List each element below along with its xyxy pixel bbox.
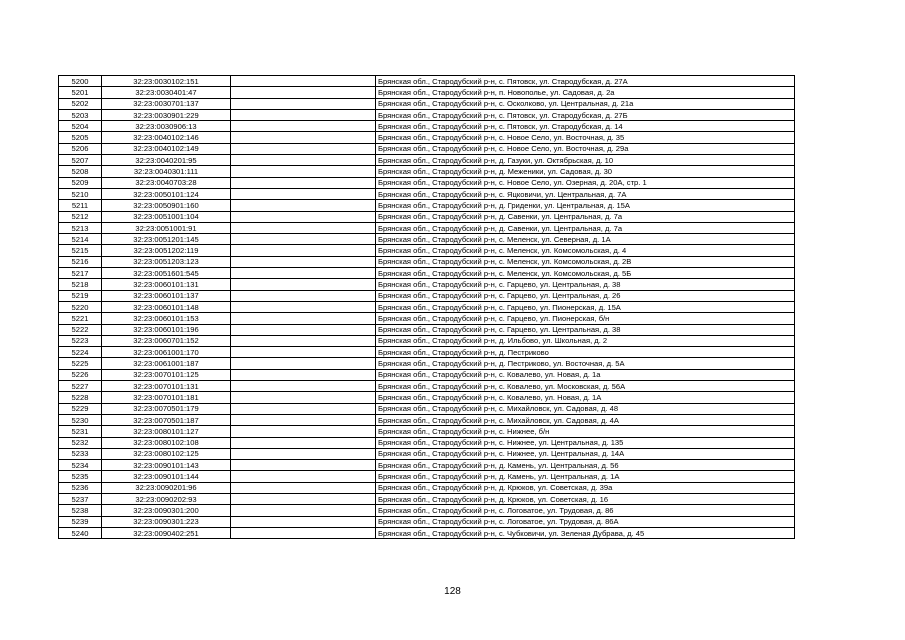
cadastral-number-cell: 32:23:0090402:251	[102, 527, 231, 538]
row-number-cell: 5204	[59, 121, 102, 132]
cadastral-number-cell: 32:23:0040301:111	[102, 166, 231, 177]
table-row	[59, 505, 795, 516]
empty-cell	[231, 166, 376, 177]
empty-cell	[231, 313, 376, 324]
cadastral-number-cell: 32:23:0051001:104	[102, 211, 231, 222]
cadastral-number-cell: 32:23:0090201:96	[102, 482, 231, 493]
table-row	[59, 414, 795, 425]
empty-cell	[231, 268, 376, 279]
address-cell: Брянская обл., Стародубский р-н, с. Яцковичи, ул. Центральная, д. 7А	[376, 188, 795, 199]
cadastral-number-cell: 32:23:0080101:127	[102, 426, 231, 437]
empty-cell	[231, 448, 376, 459]
row-number-cell: 5209	[59, 177, 102, 188]
empty-cell	[231, 155, 376, 166]
cadastral-number-cell: 32:23:0090301:200	[102, 505, 231, 516]
address-cell: Брянская обл., Стародубский р-н, с. Гарцево, ул. Центральная, д. 38	[376, 324, 795, 335]
cadastral-number-cell: 32:23:0060701:152	[102, 335, 231, 346]
row-number-cell: 5215	[59, 245, 102, 256]
row-number-cell: 5240	[59, 527, 102, 538]
empty-cell	[231, 381, 376, 392]
table-row	[59, 324, 795, 335]
table-row	[59, 155, 795, 166]
table-row	[59, 222, 795, 233]
row-number-cell: 5226	[59, 369, 102, 380]
cadastral-number-cell: 32:23:0070101:131	[102, 381, 231, 392]
table-row	[59, 335, 795, 346]
row-number-cell: 5238	[59, 505, 102, 516]
table-row	[59, 471, 795, 482]
row-number-cell: 5228	[59, 392, 102, 403]
address-cell: Брянская обл., Стародубский р-н, с. Логоватое, ул. Трудовая, д. 86А	[376, 516, 795, 527]
registry-table-body	[59, 76, 795, 539]
row-number-cell: 5221	[59, 313, 102, 324]
table-row	[59, 188, 795, 199]
table-row	[59, 313, 795, 324]
empty-cell	[231, 527, 376, 538]
address-cell: Брянская обл., Стародубский р-н, д. Гриденки, ул. Центральная, д. 15А	[376, 200, 795, 211]
address-cell: Брянская обл., Стародубский р-н, д. Пестриково	[376, 347, 795, 358]
row-number-cell: 5220	[59, 301, 102, 312]
table-row	[59, 166, 795, 177]
table-row	[59, 516, 795, 527]
address-cell: Брянская обл., Стародубский р-н, д. Савенки, ул. Центральная, д. 7а	[376, 211, 795, 222]
empty-cell	[231, 482, 376, 493]
empty-cell	[231, 347, 376, 358]
row-number-cell: 5214	[59, 234, 102, 245]
cadastral-number-cell: 32:23:0040201:95	[102, 155, 231, 166]
empty-cell	[231, 403, 376, 414]
table-row	[59, 358, 795, 369]
row-number-cell: 5225	[59, 358, 102, 369]
row-number-cell: 5208	[59, 166, 102, 177]
address-cell: Брянская обл., Стародубский р-н, с. Нижнее, ул. Центральная, д. 135	[376, 437, 795, 448]
table-row	[59, 177, 795, 188]
cadastral-number-cell: 32:23:0051201:145	[102, 234, 231, 245]
cadastral-number-cell: 32:23:0030102:151	[102, 76, 231, 87]
address-cell: Брянская обл., Стародубский р-н, д. Камень, ул. Центральная, д. 1А	[376, 471, 795, 482]
table-row	[59, 87, 795, 98]
cadastral-number-cell: 32:23:0080102:108	[102, 437, 231, 448]
address-cell: Брянская обл., Стародубский р-н, с. Чубковичи, ул. Зеленая Дубрава, д. 45	[376, 527, 795, 538]
address-cell: Брянская обл., Стародубский р-н, с. Гарцево, ул. Центральная, д. 38	[376, 279, 795, 290]
row-number-cell: 5223	[59, 335, 102, 346]
cadastral-number-cell: 32:23:0040703:28	[102, 177, 231, 188]
registry-table	[58, 75, 795, 539]
address-cell: Брянская обл., Стародубский р-н, с. Гарцево, ул. Пионерская, д. 15А	[376, 301, 795, 312]
empty-cell	[231, 121, 376, 132]
address-cell: Брянская обл., Стародубский р-н, с. Ковалево, ул. Московская, д. 56А	[376, 381, 795, 392]
address-cell: Брянская обл., Стародубский р-н, с. Новое Село, ул. Восточная, д. 35	[376, 132, 795, 143]
table-row	[59, 448, 795, 459]
cadastral-number-cell: 32:23:0060101:196	[102, 324, 231, 335]
row-number-cell: 5222	[59, 324, 102, 335]
address-cell: Брянская обл., Стародубский р-н, с. Новое Село, ул. Озерная, д. 20А, стр. 1	[376, 177, 795, 188]
row-number-cell: 5200	[59, 76, 102, 87]
empty-cell	[231, 211, 376, 222]
empty-cell	[231, 471, 376, 482]
table-row	[59, 256, 795, 267]
empty-cell	[231, 493, 376, 504]
row-number-cell: 5213	[59, 222, 102, 233]
row-number-cell: 5232	[59, 437, 102, 448]
cadastral-number-cell: 32:23:0070101:181	[102, 392, 231, 403]
cadastral-number-cell: 32:23:0060101:148	[102, 301, 231, 312]
cadastral-number-cell: 32:23:0080102:125	[102, 448, 231, 459]
cadastral-number-cell: 32:23:0060101:137	[102, 290, 231, 301]
address-cell: Брянская обл., Стародубский р-н, с. Меленск, ул. Комсомольская, д. 2В	[376, 256, 795, 267]
row-number-cell: 5219	[59, 290, 102, 301]
table-row	[59, 245, 795, 256]
row-number-cell: 5203	[59, 109, 102, 120]
empty-cell	[231, 505, 376, 516]
table-row	[59, 527, 795, 538]
row-number-cell: 5234	[59, 460, 102, 471]
table-row	[59, 493, 795, 504]
table-row	[59, 76, 795, 87]
address-cell: Брянская обл., Стародубский р-н, д. Пестриково, ул. Восточная, д. 5А	[376, 358, 795, 369]
table-row	[59, 143, 795, 154]
row-number-cell: 5239	[59, 516, 102, 527]
empty-cell	[231, 437, 376, 448]
table-row	[59, 301, 795, 312]
cadastral-number-cell: 32:23:0090301:223	[102, 516, 231, 527]
address-cell: Брянская обл., Стародубский р-н, п. Новополье, ул. Садовая, д. 2а	[376, 87, 795, 98]
address-cell: Брянская обл., Стародубский р-н, с. Пятовск, ул. Стародубская, д. 27Б	[376, 109, 795, 120]
empty-cell	[231, 87, 376, 98]
empty-cell	[231, 234, 376, 245]
row-number-cell: 5212	[59, 211, 102, 222]
table-row	[59, 234, 795, 245]
cadastral-number-cell: 32:23:0050101:124	[102, 188, 231, 199]
address-cell: Брянская обл., Стародубский р-н, с. Пятовск, ул. Стародубская, д. 27А	[376, 76, 795, 87]
cadastral-number-cell: 32:23:0030401:47	[102, 87, 231, 98]
empty-cell	[231, 516, 376, 527]
table-row	[59, 268, 795, 279]
table-row	[59, 132, 795, 143]
table-row	[59, 347, 795, 358]
empty-cell	[231, 177, 376, 188]
cadastral-number-cell: 32:23:0061001:170	[102, 347, 231, 358]
empty-cell	[231, 245, 376, 256]
empty-cell	[231, 369, 376, 380]
empty-cell	[231, 392, 376, 403]
address-cell: Брянская обл., Стародубский р-н, д. Камень, ул. Центральная, д. 56	[376, 460, 795, 471]
empty-cell	[231, 200, 376, 211]
table-row	[59, 98, 795, 109]
table-row	[59, 290, 795, 301]
address-cell: Брянская обл., Стародубский р-н, с. Нижнее, ул. Центральная, д. 14А	[376, 448, 795, 459]
cadastral-number-cell: 32:23:0060101:131	[102, 279, 231, 290]
address-cell: Брянская обл., Стародубский р-н, д. Крюков, ул. Советская, д. 39а	[376, 482, 795, 493]
row-number-cell: 5207	[59, 155, 102, 166]
empty-cell	[231, 188, 376, 199]
row-number-cell: 5202	[59, 98, 102, 109]
table-row	[59, 279, 795, 290]
table-row	[59, 121, 795, 132]
row-number-cell: 5230	[59, 414, 102, 425]
empty-cell	[231, 290, 376, 301]
row-number-cell: 5227	[59, 381, 102, 392]
address-cell: Брянская обл., Стародубский р-н, с. Логоватое, ул. Трудовая, д. 86	[376, 505, 795, 516]
address-cell: Брянская обл., Стародубский р-н, с. Меленск, ул. Комсомольская, д. 4	[376, 245, 795, 256]
address-cell: Брянская обл., Стародубский р-н, с. Новое Село, ул. Восточная, д. 29а	[376, 143, 795, 154]
address-cell: Брянская обл., Стародубский р-н, с. Пятовск, ул. Стародубская, д. 14	[376, 121, 795, 132]
cadastral-number-cell: 32:23:0060101:153	[102, 313, 231, 324]
table-row	[59, 211, 795, 222]
row-number-cell: 5205	[59, 132, 102, 143]
table-row	[59, 482, 795, 493]
table-row	[59, 200, 795, 211]
address-cell: Брянская обл., Стародубский р-н, с. Михайловск, ул. Садовая, д. 4А	[376, 414, 795, 425]
empty-cell	[231, 426, 376, 437]
table-row	[59, 460, 795, 471]
cadastral-number-cell: 32:23:0040102:146	[102, 132, 231, 143]
cadastral-number-cell: 32:23:0030701:137	[102, 98, 231, 109]
address-cell: Брянская обл., Стародубский р-н, с. Нижнее, б/н	[376, 426, 795, 437]
empty-cell	[231, 358, 376, 369]
cadastral-number-cell: 32:23:0090101:144	[102, 471, 231, 482]
cadastral-number-cell: 32:23:0061001:187	[102, 358, 231, 369]
cadastral-number-cell: 32:23:0070501:179	[102, 403, 231, 414]
address-cell: Брянская обл., Стародубский р-н, с. Ковалево, ул. Новая, д. 1А	[376, 392, 795, 403]
row-number-cell: 5233	[59, 448, 102, 459]
row-number-cell: 5237	[59, 493, 102, 504]
empty-cell	[231, 279, 376, 290]
row-number-cell: 5235	[59, 471, 102, 482]
cadastral-number-cell: 32:23:0051203:123	[102, 256, 231, 267]
cadastral-number-cell: 32:23:0051001:91	[102, 222, 231, 233]
address-cell: Брянская обл., Стародубский р-н, с. Меленск, ул. Северная, д. 1А	[376, 234, 795, 245]
empty-cell	[231, 143, 376, 154]
page-number: 128	[444, 586, 461, 597]
empty-cell	[231, 98, 376, 109]
cadastral-number-cell: 32:23:0070101:125	[102, 369, 231, 380]
address-cell: Брянская обл., Стародубский р-н, с. Осколково, ул. Центральная, д. 21а	[376, 98, 795, 109]
empty-cell	[231, 301, 376, 312]
address-cell: Брянская обл., Стародубский р-н, с. Михайловск, ул. Садовая, д. 48	[376, 403, 795, 414]
cadastral-number-cell: 32:23:0040102:149	[102, 143, 231, 154]
cadastral-number-cell: 32:23:0090202:93	[102, 493, 231, 504]
row-number-cell: 5206	[59, 143, 102, 154]
address-cell: Брянская обл., Стародубский р-н, д. Ильбово, ул. Школьная, д. 2	[376, 335, 795, 346]
row-number-cell: 5231	[59, 426, 102, 437]
cadastral-number-cell: 32:23:0051601:545	[102, 268, 231, 279]
table-row	[59, 369, 795, 380]
empty-cell	[231, 256, 376, 267]
empty-cell	[231, 132, 376, 143]
table-row	[59, 426, 795, 437]
empty-cell	[231, 222, 376, 233]
row-number-cell: 5217	[59, 268, 102, 279]
address-cell: Брянская обл., Стародубский р-н, с. Ковалево, ул. Новая, д. 1а	[376, 369, 795, 380]
address-cell: Брянская обл., Стародубский р-н, д. Крюков, ул. Советская, д. 16	[376, 493, 795, 504]
table-row	[59, 437, 795, 448]
table-row	[59, 381, 795, 392]
row-number-cell: 5210	[59, 188, 102, 199]
empty-cell	[231, 414, 376, 425]
cadastral-number-cell: 32:23:0070501:187	[102, 414, 231, 425]
address-cell: Брянская обл., Стародубский р-н, с. Гарцево, ул. Пионерская, б/н	[376, 313, 795, 324]
cadastral-number-cell: 32:23:0030906:13	[102, 121, 231, 132]
cadastral-number-cell: 32:23:0051202:119	[102, 245, 231, 256]
row-number-cell: 5211	[59, 200, 102, 211]
row-number-cell: 5218	[59, 279, 102, 290]
address-cell: Брянская обл., Стародубский р-н, д. Меженики, ул. Садовая, д. 30	[376, 166, 795, 177]
address-cell: Брянская обл., Стародубский р-н, с. Меленск, ул. Комсомольская, д. 5Б	[376, 268, 795, 279]
table-row	[59, 109, 795, 120]
address-cell: Брянская обл., Стародубский р-н, д. Савенки, ул. Центральная, д. 7а	[376, 222, 795, 233]
address-cell: Брянская обл., Стародубский р-н, с. Гарцево, ул. Центральная, д. 26	[376, 290, 795, 301]
cadastral-number-cell: 32:23:0090101:143	[102, 460, 231, 471]
empty-cell	[231, 324, 376, 335]
row-number-cell: 5224	[59, 347, 102, 358]
row-number-cell: 5236	[59, 482, 102, 493]
empty-cell	[231, 335, 376, 346]
row-number-cell: 5201	[59, 87, 102, 98]
row-number-cell: 5216	[59, 256, 102, 267]
empty-cell	[231, 460, 376, 471]
row-number-cell: 5229	[59, 403, 102, 414]
address-cell: Брянская обл., Стародубский р-н, д. Газуки, ул. Октябрьская, д. 10	[376, 155, 795, 166]
cadastral-number-cell: 32:23:0030901:229	[102, 109, 231, 120]
empty-cell	[231, 109, 376, 120]
empty-cell	[231, 76, 376, 87]
cadastral-number-cell: 32:23:0050901:160	[102, 200, 231, 211]
table-row	[59, 403, 795, 414]
table-row	[59, 392, 795, 403]
